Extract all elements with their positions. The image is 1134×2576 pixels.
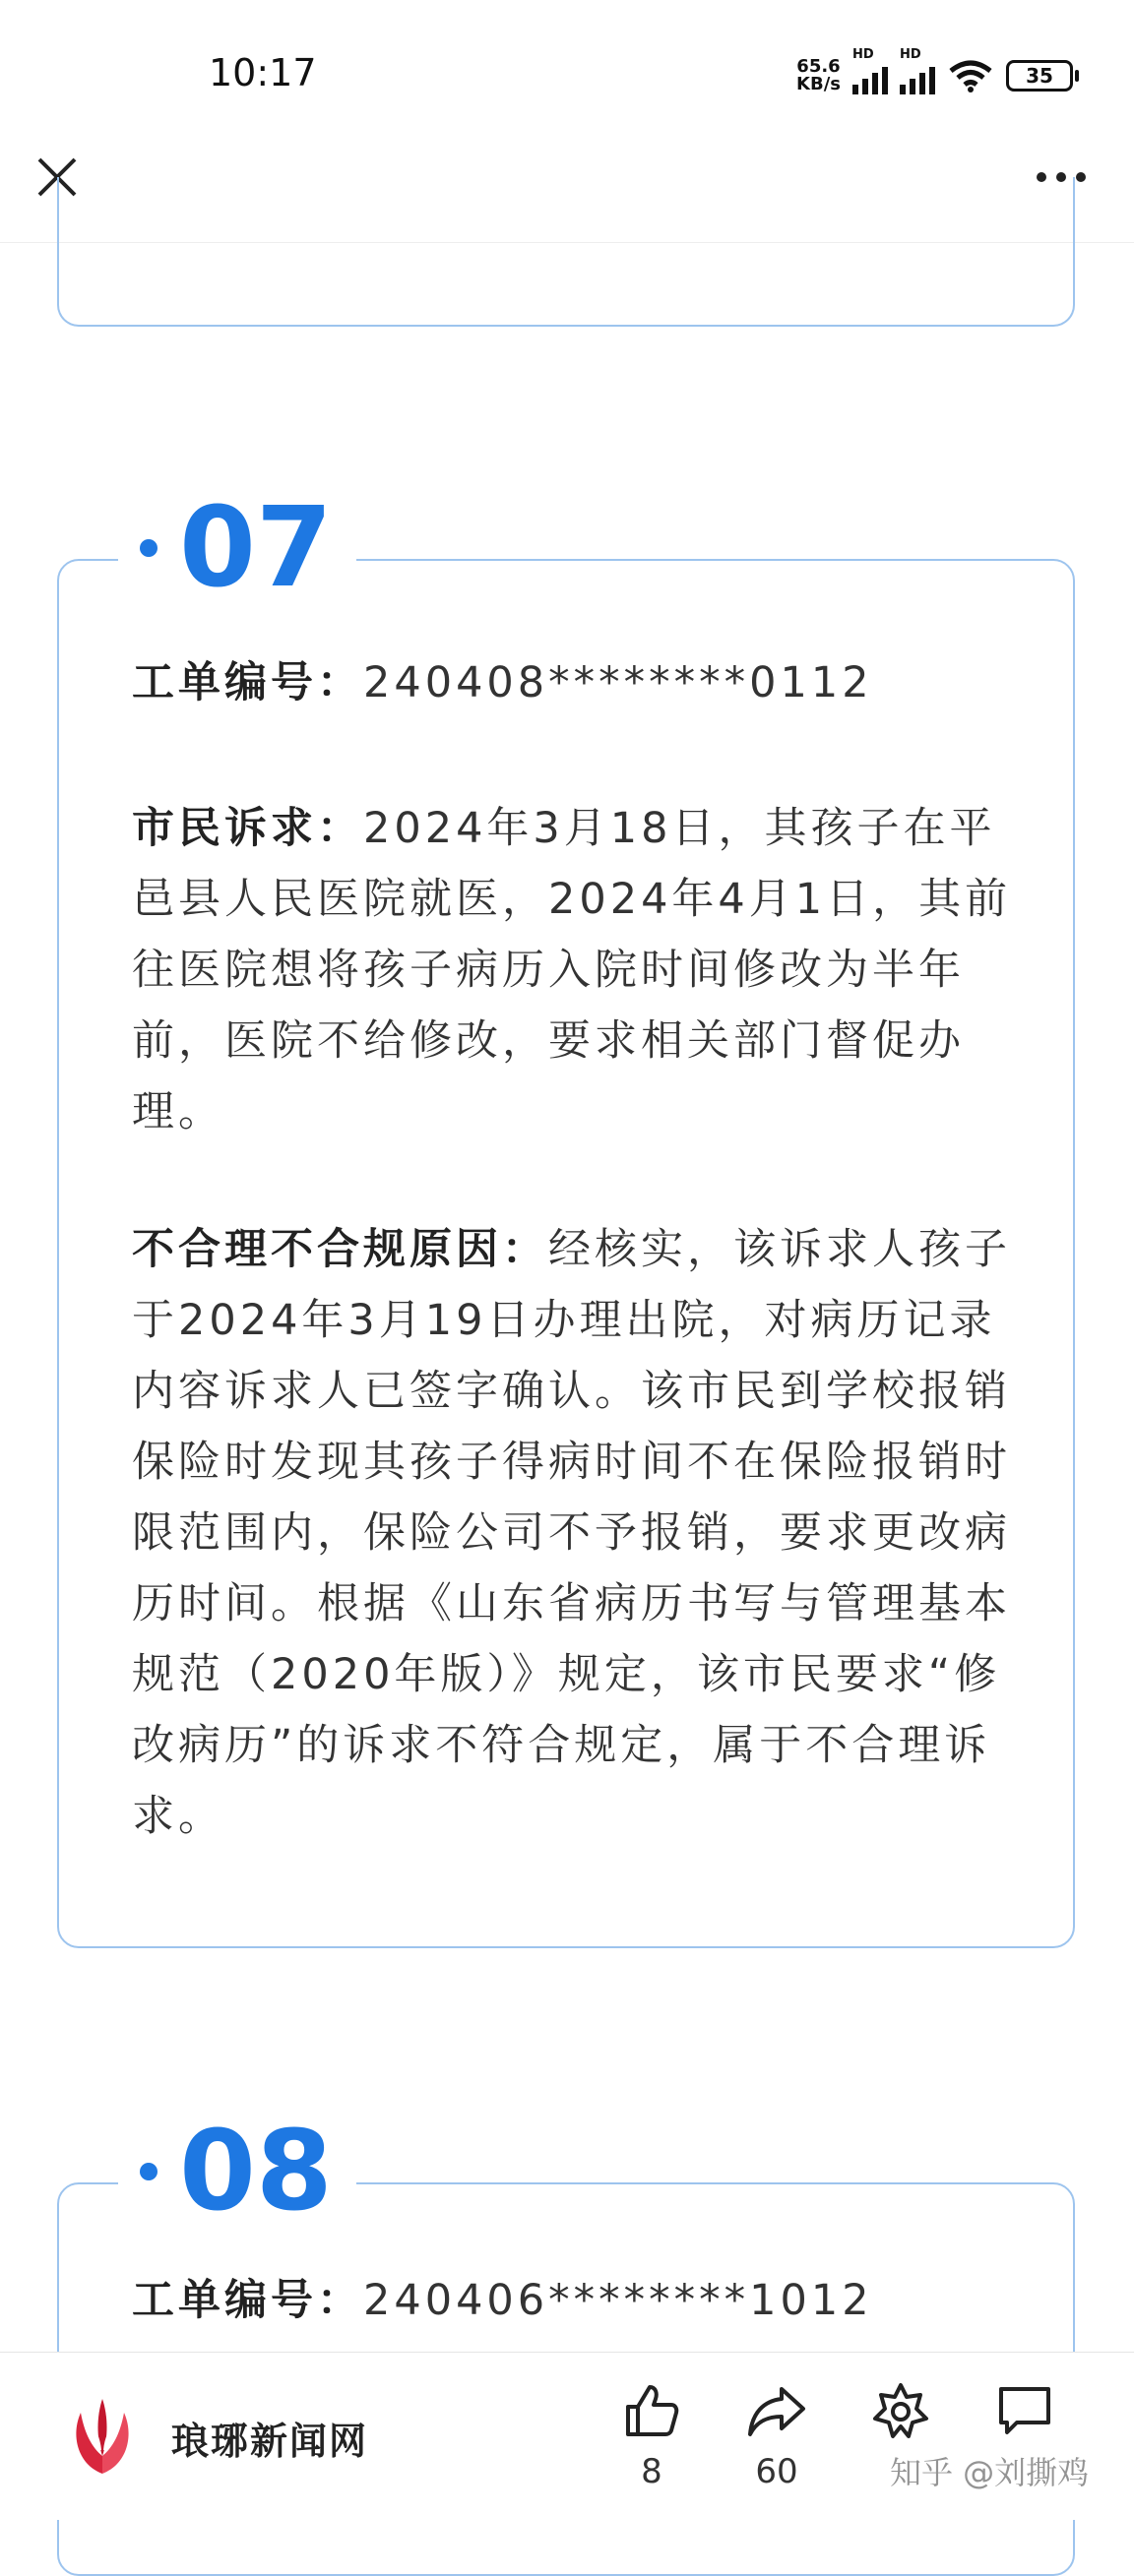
status-icons <box>796 47 1073 94</box>
badge-dot <box>140 539 158 557</box>
share-arrow-icon <box>746 2381 807 2440</box>
source-logo-icon <box>67 2395 138 2478</box>
battery-icon: 35 <box>1006 60 1073 92</box>
complaint-card-07 <box>57 484 1075 1948</box>
like-button[interactable] <box>620 2381 683 2491</box>
wifi-icon <box>947 59 994 92</box>
card-number: 07 <box>179 484 333 612</box>
ticket-number-line: 工单编号：240408********0112 <box>132 658 873 707</box>
comment-button[interactable] <box>992 2381 1057 2444</box>
unreasonable-reason-paragraph: 不合理不合规原因：经核实，该诉求人孩子于2024年3月19日办理出院，对病历记录内容诉求人已签字确认。该市民到学校报销保险时发现其孩子得病时间不在保险报销时限范围内，保险公司不予报销，要求更改病历时间。根据《山东省病历书写与管理基本规范（2020年版）》规定，该市民要求“修改病历”的诉求不符合规定，属于不合理诉求。 <box>132 1225 1011 1841</box>
status-time: 10:17 <box>209 51 317 94</box>
thumbs-up-icon <box>622 2381 681 2440</box>
status-bar <box>0 0 1134 148</box>
watermark: 知乎 @刘撕鸡 <box>890 2454 1090 2491</box>
badge-dot <box>140 2163 158 2180</box>
card-number-badge <box>118 484 356 612</box>
card-number-badge <box>118 2108 356 2236</box>
network-speed: 65.6 KB/s <box>796 56 841 94</box>
comment-bubble-icon <box>995 2381 1054 2440</box>
bottom-action-bar <box>0 2352 1134 2520</box>
citizen-appeal-paragraph: 市民诉求：2024年3月18日，其孩子在平邑县人民医院就医，2024年4月1日，其前往医院想将孩子病历入院时间修改为半年前，医院不给修改，要求相关部门督促办理。 <box>132 804 1012 1136</box>
signal-icon-2: HD <box>900 57 935 94</box>
ticket-number-line: 工单编号：240406********1012 <box>132 2276 873 2325</box>
like-count: 8 <box>641 2452 662 2491</box>
share-count: 60 <box>755 2452 798 2491</box>
share-button[interactable] <box>744 2381 809 2491</box>
card-number: 08 <box>179 2108 333 2236</box>
signal-icon: HD <box>852 57 888 94</box>
source-name[interactable]: 琅琊新闻网 <box>171 2420 369 2463</box>
star-badge-icon <box>871 2381 930 2440</box>
collect-button[interactable] <box>868 2381 933 2444</box>
previous-card-bottom <box>57 177 1075 327</box>
